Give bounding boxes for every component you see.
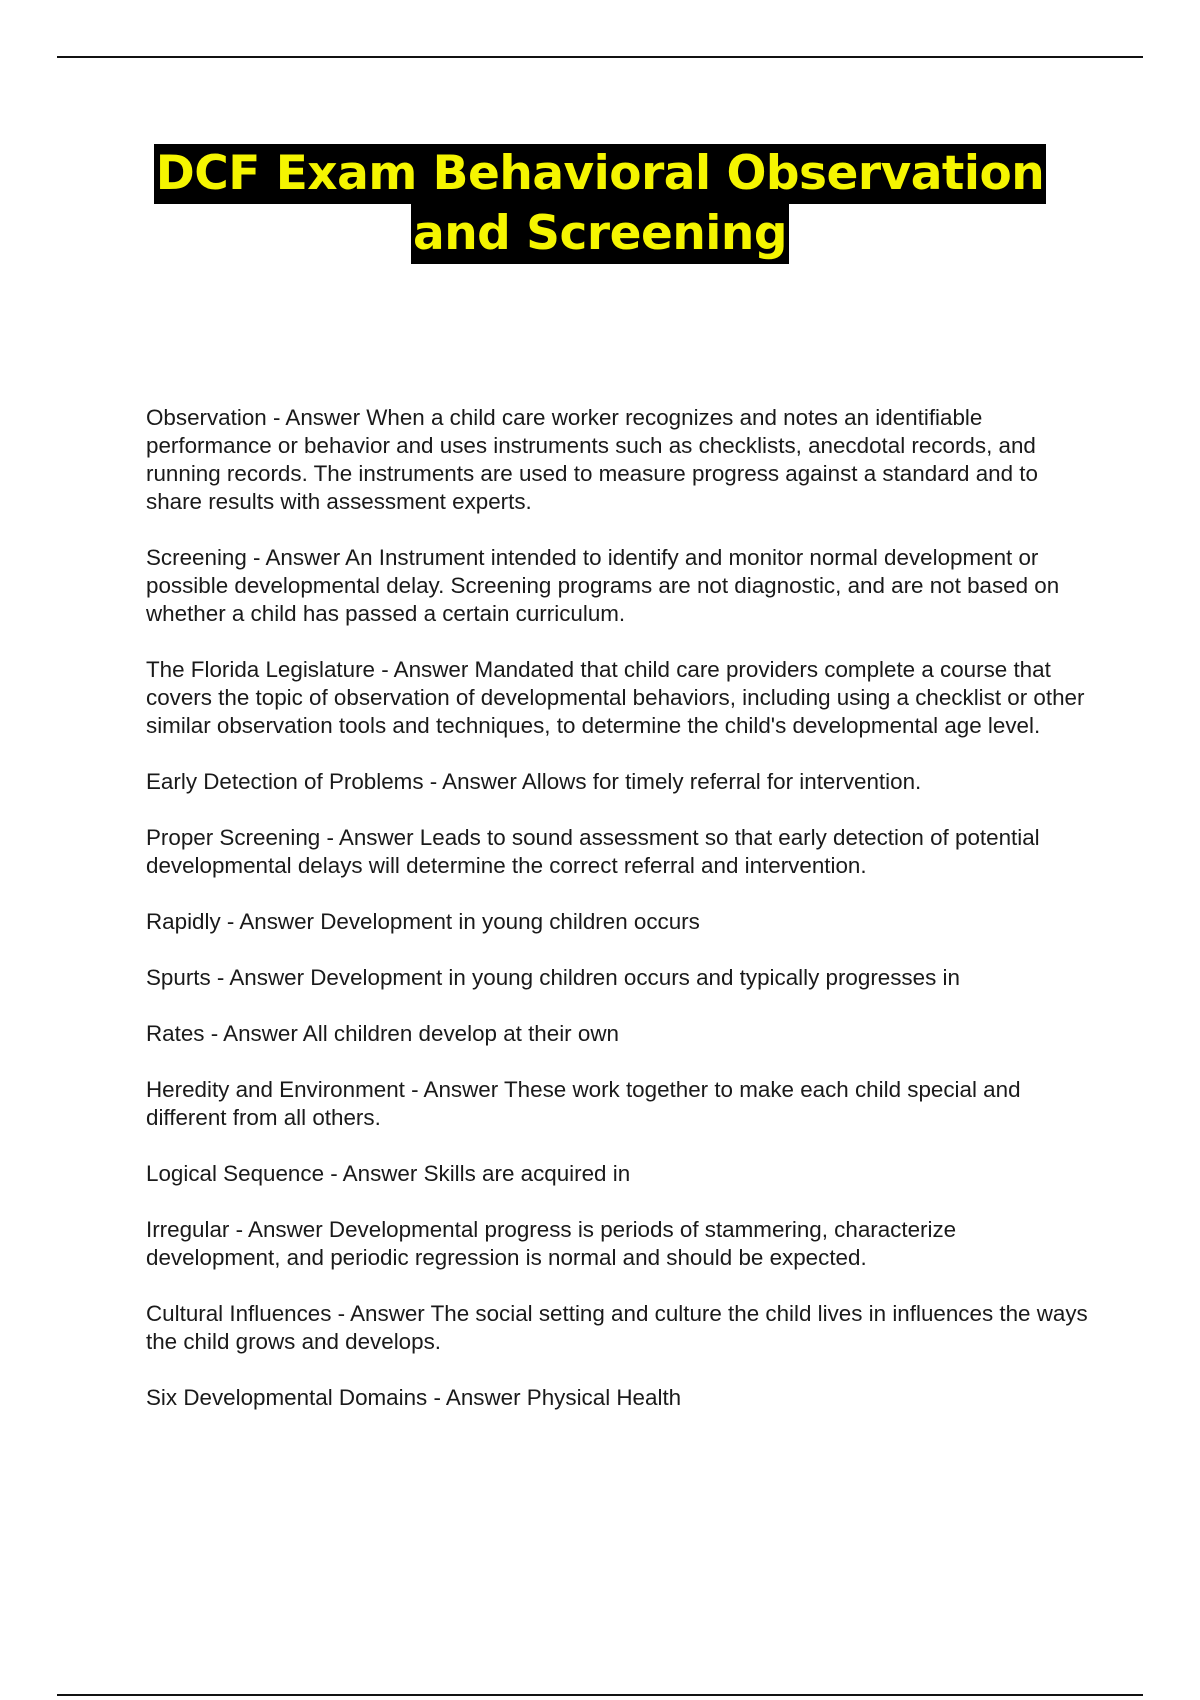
document-title [0, 144, 1200, 264]
title-line-2: and Screening [411, 204, 789, 264]
qa-entry-logical-sequence: Logical Sequence - Answer Skills are acquired in [146, 1161, 631, 1186]
qa-entry-screening: Screening - Answer An Instrument intended to identify and monitor normal development or possible developmental delay. Screening programs are not diagnostic, and are not based on whether a child has passed a certain curriculum. [146, 545, 1060, 626]
qa-entry-spurts: Spurts - Answer Development in young children occurs and typically progresses in [146, 965, 960, 990]
qa-list [146, 404, 1096, 1440]
qa-entry-cultural-influences: Cultural Influences - Answer The social setting and culture the child lives in influences the ways the child grows and develops. [146, 1301, 1088, 1354]
qa-entry-rapidly: Rapidly - Answer Development in young children occurs [146, 909, 700, 934]
qa-entry-proper-screening: Proper Screening - Answer Leads to sound assessment so that early detection of potential developmental delays will determine the correct referral and intervention. [146, 825, 1040, 878]
qa-entry-irregular: Irregular - Answer Developmental progress is periods of stammering, characterize development, and periodic regression is normal and should be expected. [146, 1217, 957, 1270]
qa-entry-six-domains: Six Developmental Domains - Answer Physical Health [146, 1385, 682, 1410]
qa-entry-observation: Observation - Answer When a child care worker recognizes and notes an identifiable performance or behavior and uses instruments such as checklists, anecdotal records, and running records. The instruments are used to measure progress against a standard and to share results with assessment experts. [146, 405, 1038, 514]
title-line-1: DCF Exam Behavioral Observation [154, 144, 1047, 204]
header-rule [57, 56, 1143, 58]
qa-entry-heredity-environment: Heredity and Environment - Answer These work together to make each child special and different from all others. [146, 1077, 1021, 1130]
footer-rule [57, 1694, 1143, 1696]
qa-entry-rates: Rates - Answer All children develop at their own [146, 1021, 619, 1046]
qa-entry-early-detection: Early Detection of Problems - Answer Allows for timely referral for intervention. [146, 769, 922, 794]
qa-entry-florida-legislature: The Florida Legislature - Answer Mandated that child care providers complete a course that covers the topic of observation of developmental behaviors, including using a checklist or other similar observation tools and techniques, to determine the child's developmental age level. [146, 657, 1085, 738]
